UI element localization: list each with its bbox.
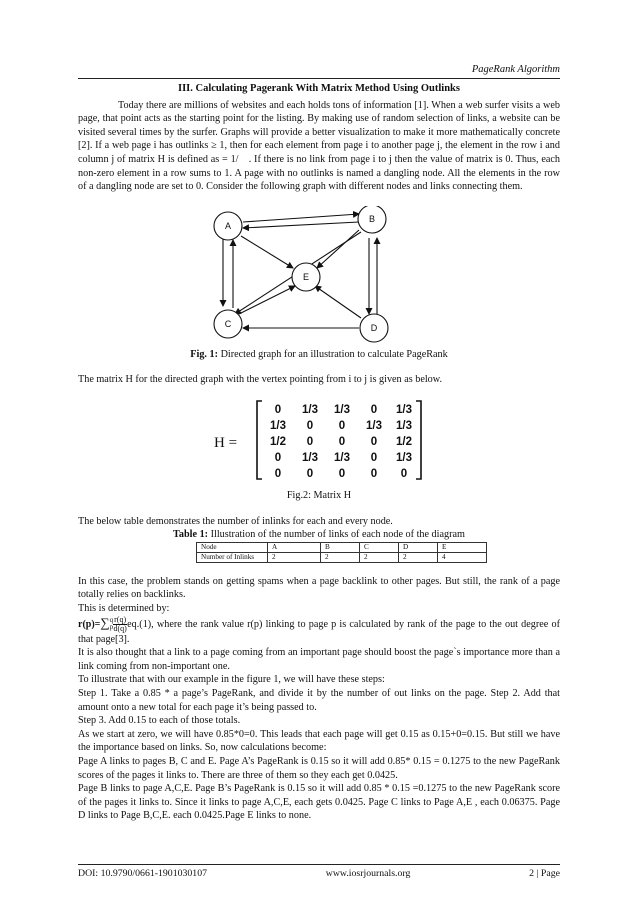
node-e-label: E (302, 271, 310, 282)
running-title: PageRank Algorithm (471, 64, 560, 75)
node-c-label: C (224, 318, 232, 329)
matrix-cell: 1/2 (396, 435, 412, 448)
footer-page-number: 2 | Page (529, 868, 560, 879)
table-cell: 4 (438, 552, 487, 562)
matrix-cell: 0 (274, 403, 282, 416)
matrix-right-bracket (416, 401, 421, 479)
matrix-cell: 0 (274, 467, 282, 480)
table-cell: A (268, 542, 321, 552)
edge-d-e (315, 286, 361, 318)
table-cell: 2 (268, 552, 321, 562)
matrix-cell: 0 (370, 451, 378, 464)
table1-caption (78, 528, 560, 542)
footer-doi: DOI: 10.9790/0661-1901030107 (78, 868, 207, 879)
rank-formula (78, 616, 127, 633)
paragraph-page-a: Page A links to pages B, C and E. Page A’s PageRank is 0.15 so it will add 0.85* 0.15 = 0.1275 to the new PageRank scores of the pages it links to. There are three of them so they each get 0.0425. (78, 756, 560, 781)
page-footer (78, 868, 560, 879)
matrix-cell: 0 (400, 467, 408, 480)
edge-c-e (239, 286, 295, 314)
formula-sum: ∑ (100, 614, 110, 630)
table-cell: Number of Inlinks (197, 552, 268, 562)
matrix-cell: 1/3 (396, 419, 412, 432)
paragraph-formula (78, 616, 560, 647)
matrix-left-bracket (257, 401, 262, 479)
formula-numerator: r(q) (114, 614, 127, 624)
footer-rule (78, 864, 560, 865)
matrix-cell: 1/3 (334, 451, 350, 464)
table-cell: Node (197, 542, 268, 552)
node-d-label: D (370, 322, 378, 333)
matrix-cell: 0 (338, 419, 346, 432)
formula-fraction (113, 616, 127, 633)
matrix-cell: 1/3 (334, 403, 350, 416)
section-title: III. Calculating Pagerank With Matrix Method Using Outlinks (178, 83, 460, 94)
paragraph-step3: Step 3. Add 0.15 to each of those totals. (78, 715, 241, 727)
formula-lhs: r(p)= (78, 618, 101, 630)
edge-b-a (243, 222, 359, 228)
table-cell: D (399, 542, 438, 552)
formula-sub: p (109, 623, 114, 632)
directed-graph (209, 206, 429, 344)
paragraph-determined: This is determined by: (78, 602, 170, 614)
matrix-cell: 1/3 (396, 403, 412, 416)
matrix-cell: 0 (370, 403, 378, 416)
header-rule (78, 78, 560, 79)
matrix-cell: 0 (338, 435, 346, 448)
matrix-cell: 0 (370, 467, 378, 480)
inlinks-table (196, 542, 487, 563)
table-cell: E (438, 542, 487, 552)
figure1-caption (78, 348, 560, 362)
matrix-symbol: H = (214, 434, 238, 451)
node-a-label: A (224, 220, 232, 231)
paragraph-important: It is also thought that a link to a page coming from an important page should boost the page`s importance more than a link coming from non-important one. (78, 647, 560, 672)
paragraph-illustrate: To illustrate that with our example in the figure 1, we will have these steps: (78, 674, 385, 686)
formula-sup: q (109, 616, 114, 625)
table1-caption-text: Illustration of the number of links of each node of the diagram (208, 529, 465, 541)
node-b-label: B (368, 213, 376, 224)
matrix-cell: 0 (306, 419, 314, 432)
figure2-caption: Fig.2: Matrix H (286, 489, 352, 501)
matrix-cell: 1/3 (366, 419, 382, 432)
table-intro: The below table demonstrates the number of inlinks for each and every node. (78, 515, 393, 527)
figure1-caption-text: Directed graph for an illustration to calculate PageRank (218, 348, 448, 360)
footer-website: www.iosrjournals.org (325, 868, 411, 879)
table-cell: 2 (321, 552, 360, 562)
table-header-row (197, 542, 487, 552)
paragraph-step1: Step 1. Take a 0.85 * a page’s PageRank, and divide it by the number of out links on the page. Step 2. Add that amount onto a new total for each page it’s being passed to. (78, 688, 560, 713)
matrix-cell: 1/3 (270, 419, 286, 432)
matrix-h (204, 397, 434, 483)
matrix-cell: 1/3 (396, 451, 412, 464)
table-cell: 2 (399, 552, 438, 562)
matrix-cell: 1/3 (302, 403, 318, 416)
matrix-cell: 0 (338, 467, 346, 480)
table-row (197, 552, 487, 562)
matrix-cell: 1/3 (302, 451, 318, 464)
figure-matrix (78, 397, 560, 483)
edge-a-e (241, 236, 293, 268)
table-cell: 2 (360, 552, 399, 562)
paragraph-start: As we start at zero, we will have 0.85*0=0. This leads that each page will get 0.15 as 0.15+0=0.15. But still we have the importance based on links. So, now calculations become: (78, 728, 560, 754)
table-cell: C (360, 542, 399, 552)
table1-caption-label: Table 1: (173, 529, 209, 541)
edge-b-e (317, 230, 359, 268)
matrix-cell: 1/2 (270, 435, 286, 448)
paragraph-intro: Today there are millions of websites and each holds tons of information [1]. When a web surfer visits a web page, that point acts as the starting point for the listing. By making use of random selection of links, a website can be visited several times by the surfer. Graphs will provide a better visualization to make it more mathematically concrete [2]. If a web page i has outlinks ≥ 1, then for each element from page i to another page j, the element in the row i and column j of matrix H is defined as = 1/ . If there is no link from page i to j then the value of matrix is 0. Thus, each non-zero element in a row sums to 1. A page with no outlinks is named a dangling node. All the elements in the row of a dangling node are set to 0. Consider the following graph with different nodes and links connecting them. (78, 99, 560, 193)
edge-a-b (243, 214, 359, 222)
matrix-cell: 0 (306, 435, 314, 448)
matrix-cell: 0 (306, 467, 314, 480)
matrix-intro: The matrix H for the directed graph with the vertex pointing from i to j is given as below. (78, 374, 443, 386)
formula-denominator: d(q) (113, 623, 127, 633)
matrix-cell: 0 (274, 451, 282, 464)
paragraph-eq1: eq.(1), where the rank value r(p) linking to page p is calculated by rank of the page to the out degree of that page[3]. (78, 618, 560, 645)
paragraph-page-b: Page B links to page A,C,E. Page B’s PageRank is 0.15 so it will add 0.85 * 0.15 =0.1275 to the new PageRank score of the pages it links to. Since it links to page A,C,E, each gets 0.0425. Page C links to Page A,E , each 0.06375. Page D links to Page B,C,E. each 0.0425.Page E links to none. (78, 783, 560, 822)
figure-graph (78, 206, 560, 344)
figure1-caption-label: Fig. 1: (190, 348, 219, 360)
table-cell: B (321, 542, 360, 552)
page-content (78, 82, 560, 823)
matrix-cell: 0 (370, 435, 378, 448)
paragraph-spam: In this case, the problem stands on getting spams when a page backlink to other pages. But still, the rank of a page totally relies on backlinks. (78, 575, 560, 601)
